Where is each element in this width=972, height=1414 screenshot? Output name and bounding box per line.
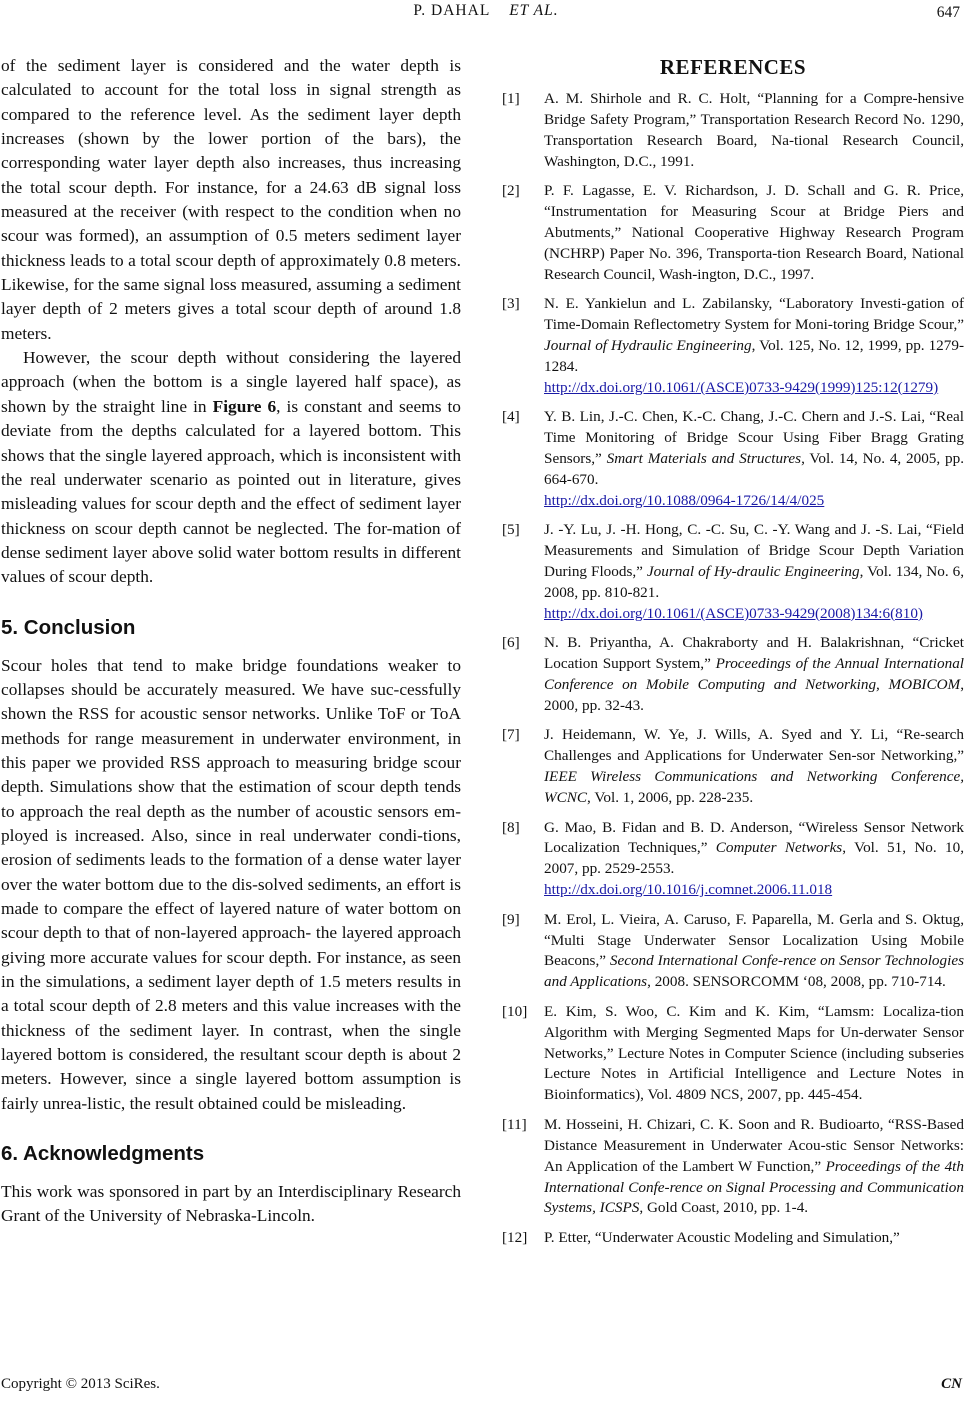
acknowledgments-paragraph: This work was sponsored in part by an Interdisciplinary Research Grant of the University of Nebraska-Lincoln. [1,1182,461,1226]
reference-details: , Vol. 134, No. 6, 2008, pp. 810-821. [544,563,965,601]
conclusion-paragraph: Scour holes that tend to make bridge foundations weaker to collapses should be accurately measured. We have suc-cessfully shown the RSS for acoustic sensor networks. Unlike ToF or ToA methods for range measurement in underwater environment, in this paper we provided RSS approach to measuring bridge scour depth. Simulations show that the estimation of scour depth tends to approach the real depth as the number of acoustic sensors em-ployed is increased. Also, since in real underwater condi-tions, erosion of sediments leads to the formation of a dense water layer over the water bottom due to the dis-solved sediments, an effort is made to compare the effect of layered nature of water bottom on scour depth to that of non-layered approach- the layered approach giving more accurate values for scour depth. For instance, as seen in the simulations, a sediment layer depth of 1.5 meters results in a total scour depth of 2.8 meters and this value increases with the thickness of the sediment layer. In contrast, when the single layered bottom is considered, the resultant scour depth is about 2 meters. However, since a single layered bottom assumption is fairly unrea-listic, the result obtained could be misleading. [1,655,461,1113]
reference-item [502,407,964,512]
reference-text: J. Heidemann, W. Ye, J. Wills, A. Syed and Y. Li, “Re-search Challenges and Applications for Underwater Sen-sor Networking,” [544,726,964,765]
body-paragraph-1: of the sediment layer is considered and the water depth is calculated to account for the total loss in signal strength as compared to the reference level. As the sediment layer depth increases (shown by the lower portion of the bars), the corresponding water layer depth also increases, thus increasing the total scour depth. For instance, for a 24.63 dB signal loss measured at the receiver (with respect to the condition when no scour was formed), an assumption of 0.5 meters sediment layer thickness leads to a total scour depth of approximately 0.8 meters. Likewise, for the same signal loss measured, assuming a sediment layer depth of 2 meters gives a total scour depth of around 1.8 meters. [1,56,461,343]
reference-text: N. B. Priyantha, A. Chakraborty and H. Balakrishnan, “Cricket Location Support System,” [544,634,964,673]
reference-doi-link[interactable]: http://dx.doi.org/10.1061/(ASCE)0733-9429(1999)125:12(1279) [544,378,939,396]
reference-source-title: IEEE Wireless Communications and Networking Conference, WCNC [544,768,964,807]
conclusion-heading: 5. Conclusion [1,615,136,639]
reference-details: , 2008. SENSORCOMM ‘08, 2008, pp. 710-714. [647,973,946,991]
reference-number: [7] [502,726,520,744]
header-et-al: ET AL. [509,2,559,19]
references-title: REFERENCES [659,55,807,79]
reference-item [502,294,964,399]
reference-item [502,1115,964,1220]
reference-item [502,520,964,625]
reference-item [502,89,964,173]
reference-doi-link[interactable]: http://dx.doi.org/10.1016/j.comnet.2006.11.018 [544,881,833,899]
body-paragraph-2 [1,346,461,589]
reference-text: P. Etter, “Underwater Acoustic Modeling and Simulation,” [544,1228,900,1246]
footer-copyright: Copyright © 2013 SciRes. [1,1376,160,1392]
header-author: P. DAHAL [413,2,490,19]
reference-doi-link[interactable]: http://dx.doi.org/10.1061/(ASCE)0733-9429(2008)134:6(810) [544,604,923,622]
reference-text: E. Kim, S. Woo, C. Kim and K. Kim, “Lamsm: Localiza-tion Algorithm with Merging Segmented Maps for Un-derwater Sensor Networks,” Lecture Notes in Computer Science (including subseries Lecture Notes in Artificial Intelligence and Lecture Notes in Bioinformatics), Vol. 4809 NCS, 2007, pp. 445-454. [544,1002,964,1104]
reference-number: [9] [502,910,520,928]
reference-item [502,1002,964,1107]
reference-details: , 2000, pp. 32-43. [544,676,964,714]
reference-number: [10] [502,1002,528,1020]
reference-source-title: Proceedings of the Annual International Conference on Mobile Computing and Networking, MOBICOM [544,655,965,694]
reference-item [502,633,964,717]
reference-number: [8] [502,818,520,836]
reference-details: , Vol. 1, 2006, pp. 228-235. [587,789,754,807]
reference-number: [12] [502,1228,528,1246]
reference-source-title: Computer Networks [715,839,843,857]
reference-source-title: Smart Materials and Structures [606,450,802,467]
reference-number: [6] [502,634,520,652]
reference-text: G. Mao, B. Fidan and B. D. Anderson, “Wireless Sensor Network Localization Techniques,” [544,818,964,857]
references-column [502,54,964,1257]
reference-number: [5] [502,521,520,539]
footer-journal: CN [941,1376,962,1392]
para2-text-after: , is constant and seems to deviate from the depths calculated for a layered bottom. This shows that the single layered approach, which is inconsistent with the real underwater scenario as pointed out in literature, gives misleading values for scour depth and the effect of sediment layer thickness on scour depth cannot be neglected. The for-mation of dense sediment layer above solid water bottom results in different values of scour depth. [1,396,461,587]
reference-text: N. E. Yankielun and L. Zabilansky, “Laboratory Investi-gation of Time-Domain Reflectometry System for Moni-toring Bridge Scour,” [544,295,964,334]
reference-number: [4] [502,408,520,426]
reference-text: Y. B. Lin, J.-C. Chen, K.-C. Chang, J.-C. Chern and J.-S. Lai, “Real Time Monitoring of Bridge Scour Using Fiber Bragg Grating Sensors,” [544,408,964,467]
para2-text-before: However, the scour depth without considering the layered approach (when the bottom is a single layered half space), as shown by the straight line in [1,348,461,416]
reference-details: , Vol. 14, No. 4, 2005, pp. 664-670. [544,450,964,488]
reference-source-title: Proceedings of the 4th International Confe-rence on Signal Processing and Communication Systems, ICSPS [544,1157,964,1217]
reference-details: , Vol. 51, No. 10, 2007, pp. 2529-2553. [544,839,964,878]
reference-number: [1] [502,90,520,107]
reference-text: P. F. Lagasse, E. V. Richardson, J. D. Schall and G. R. Price, “Instrumentation for Measuring Scour at Bridge Piers and Abutments,” National Cooperative Highway Research Program (NCHRP) Paper No. 396, Transporta-tion Research Board, National Research Council, Wash-ington, D.C., 1997. [544,182,964,283]
reference-text: A. M. Shirhole and R. C. Holt, “Planning for a Compre-hensive Bridge Safety Program,” Transportation Research Record No. 1290, Transportation Research Board, Na-tional Research Council, Washington, D.C., 1991. [544,90,964,170]
figure-reference: Figure 6 [212,396,277,416]
reference-details: , Vol. 125, No. 12, 1999, pp. 1279-1284. [544,336,964,375]
reference-details: , Gold Coast, 2010, pp. 1-4. [639,1199,809,1217]
reference-text: M. Hosseini, H. Chizari, C. K. Soon and R. Budioarto, “RSS-Based Distance Measurement in Underwater Acou-stic Sensor Networks: An Application of the Lambert W Function,” [544,1115,964,1175]
reference-item [502,910,964,994]
reference-item [502,1228,964,1249]
running-header [0,2,972,20]
left-column [1,54,461,1229]
reference-source-title: Second International Confe-rence on Sensor Technologies and Applications [544,952,964,991]
reference-list [502,89,964,1249]
reference-number: [11] [502,1115,527,1133]
reference-text: M. Erol, L. Vieira, A. Caruso, F. Paparella, M. Gerla and S. Oktug, “Multi Stage Underwater Sensor Localization Using Mobile Beacons,” [544,910,964,970]
reference-source-title: Journal of Hydraulic Engineering [544,336,752,354]
reference-doi-link[interactable]: http://dx.doi.org/10.1088/0964-1726/14/4/025 [544,491,825,509]
reference-item [502,181,964,286]
reference-item [502,725,964,809]
reference-number: [3] [502,295,520,313]
acknowledgments-heading: 6. Acknowledgments [1,1142,205,1166]
reference-text: J. -Y. Lu, J. -H. Hong, C. -C. Su, C. -Y. Wang and J. -S. Lai, “Field Measurements and Simulation of Bridge Scour Depth Variation During Floods,” [544,521,964,581]
reference-item [502,818,964,902]
reference-source-title: Journal of Hy-draulic Engineering [646,563,860,581]
page-number: 647 [936,4,960,21]
reference-number: [2] [502,182,520,200]
